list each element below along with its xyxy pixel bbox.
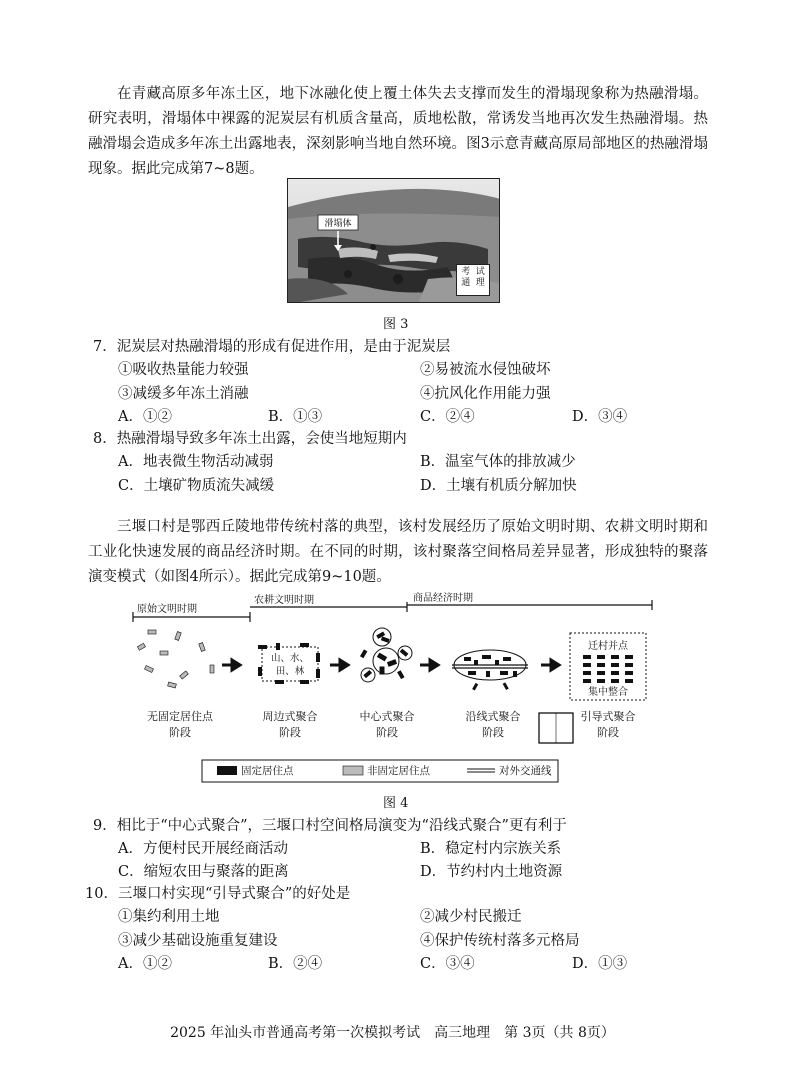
q8-choice-a: A．地表微生物活动减弱 [118, 454, 274, 470]
legend-fixed-label: 固定居住点 [241, 765, 294, 777]
q9-choice-a: A．方便村民开展经商活动 [118, 841, 288, 857]
question-10-stem: 10．三堰口村实现“引导式聚合”的好处是 [85, 886, 351, 902]
period-2-label: 农耕文明时期 [254, 595, 314, 606]
svg-text:阶段: 阶段 [279, 726, 301, 739]
question-9-stem: 9．相比于“中心式聚合”，三堰口村空间格局演变为“沿线式聚合”更有利于 [93, 818, 567, 834]
question-7-stem: 7．泥炭层对热融滑塌的形成有促进作用，是由于泥炭层 [93, 339, 451, 355]
question-8-stem: 8．热融滑塌导致多年冻土出露，会使当地短期内 [93, 431, 407, 447]
legend-nonfixed-swatch [343, 766, 363, 775]
figure-4-caption: 图 4 [383, 796, 409, 811]
svg-text:田、林: 田、林 [275, 666, 305, 677]
stage-2-label: 周边式聚合 [262, 710, 318, 723]
svg-text:山、水、: 山、水、 [270, 653, 310, 664]
q10-item-4: ④保护传统村落多元格局 [420, 933, 580, 949]
q10-item-2: ②减少村民搬迁 [420, 909, 522, 925]
q10-choice-a: A．①② [118, 956, 172, 972]
q7-choice-a: A．①② [118, 409, 172, 425]
svg-text:集中整合: 集中整合 [588, 687, 628, 698]
svg-text:阶段: 阶段 [376, 726, 398, 739]
stage-1-label: 无固定居住点 [147, 710, 213, 723]
intro-paragraph-2: 三堰口村是鄂西丘陵地带传统村落的典型，该村发展经历了原始文明时期、农耕文明时期和工业化快速发展的商品经济时期。在不同的时期，该村聚落空间格局差异显著，形成独特的聚落演变模式（如图4所示）。据此完成第9~10题。 [88, 519, 708, 585]
stage-3-label: 中心式聚合 [359, 710, 415, 723]
q9-choice-c: C．缩短农田与聚落的距离 [118, 864, 289, 880]
watermark-stamp-icon: 考 试 通 理 [456, 264, 490, 296]
stage-3-central-aggregation [361, 628, 412, 682]
q8-choice-b: B．温室气体的排放减少 [420, 454, 576, 470]
q7-choice-c: C．②④ [420, 409, 475, 425]
stage-5-guided-aggregation [570, 633, 646, 700]
page-footer: 2025 年汕头市普通高考第一次模拟考试 高三地理 第 3页（共 8页） [170, 1025, 615, 1041]
svg-text:迁村并点: 迁村并点 [588, 641, 628, 652]
figure-4-diagram [0, 585, 785, 785]
q7-item-3: ③减缓多年冻土消融 [118, 386, 249, 402]
q9-choice-d: D．节约村内土地资源 [420, 864, 563, 880]
q10-item-3: ③减少基础设施重复建设 [118, 933, 278, 949]
legend-fixed-swatch [217, 766, 237, 775]
q10-choice-d: D．①③ [572, 956, 628, 972]
q7-item-2: ②易被流水侵蚀破坏 [420, 362, 551, 378]
stage-4-label: 沿线式聚合 [465, 710, 521, 723]
figure-3-caption: 图 3 [383, 317, 409, 332]
watermark-stamp-icon [539, 713, 573, 743]
q10-choice-b: B．②④ [268, 956, 323, 972]
figure-3-photo [287, 178, 500, 303]
svg-text:阶段: 阶段 [482, 726, 504, 739]
intro-paragraph-1: 在青藏高原多年冻土区，地下冰融化使上覆土体失去支撑而发生的滑塌现象称为热融滑塌。研究表明，滑塌体中裸露的泥炭层有机质含量高，质地松散，常诱发当地再次发生热融滑塌。热融滑塌会造成多年冻土出露地表，深刻影响当地自然环境。图3示意青藏高原局部地区的热融滑塌现象。据此完成第7~8题。 [88, 86, 708, 177]
landslide-label: 滑塌体 [324, 219, 352, 229]
legend [202, 760, 558, 782]
svg-text:阶段: 阶段 [169, 726, 191, 739]
q10-item-1: ①集约利用土地 [118, 909, 220, 925]
q8-choice-c: C．土壤矿物质流失减缓 [118, 478, 275, 494]
stage-1-scattered-dwellings [137, 630, 214, 688]
q7-item-1: ①吸收热量能力较强 [118, 362, 249, 378]
q8-choice-d: D．土壤有机质分解加快 [420, 478, 577, 494]
q7-choice-b: B．①③ [268, 409, 323, 425]
period-1-label: 原始文明时期 [137, 604, 197, 615]
svg-text:阶段: 阶段 [597, 726, 619, 739]
legend-road-label: 对外交通线 [499, 765, 552, 777]
q10-choice-c: C．③④ [420, 956, 475, 972]
period-3-label: 商品经济时期 [413, 593, 473, 604]
q7-choice-d: D．③④ [572, 409, 628, 425]
q9-choice-b: B．稳定村内宗族关系 [420, 841, 562, 857]
stage-2-peripheral-aggregation [258, 643, 320, 684]
q7-item-4: ④抗风化作用能力强 [420, 386, 551, 402]
legend-nonfixed-label: 非固定居住点 [367, 765, 430, 777]
stage-5-label: 引导式聚合 [580, 710, 636, 723]
stage-4-linear-aggregation [452, 650, 528, 690]
